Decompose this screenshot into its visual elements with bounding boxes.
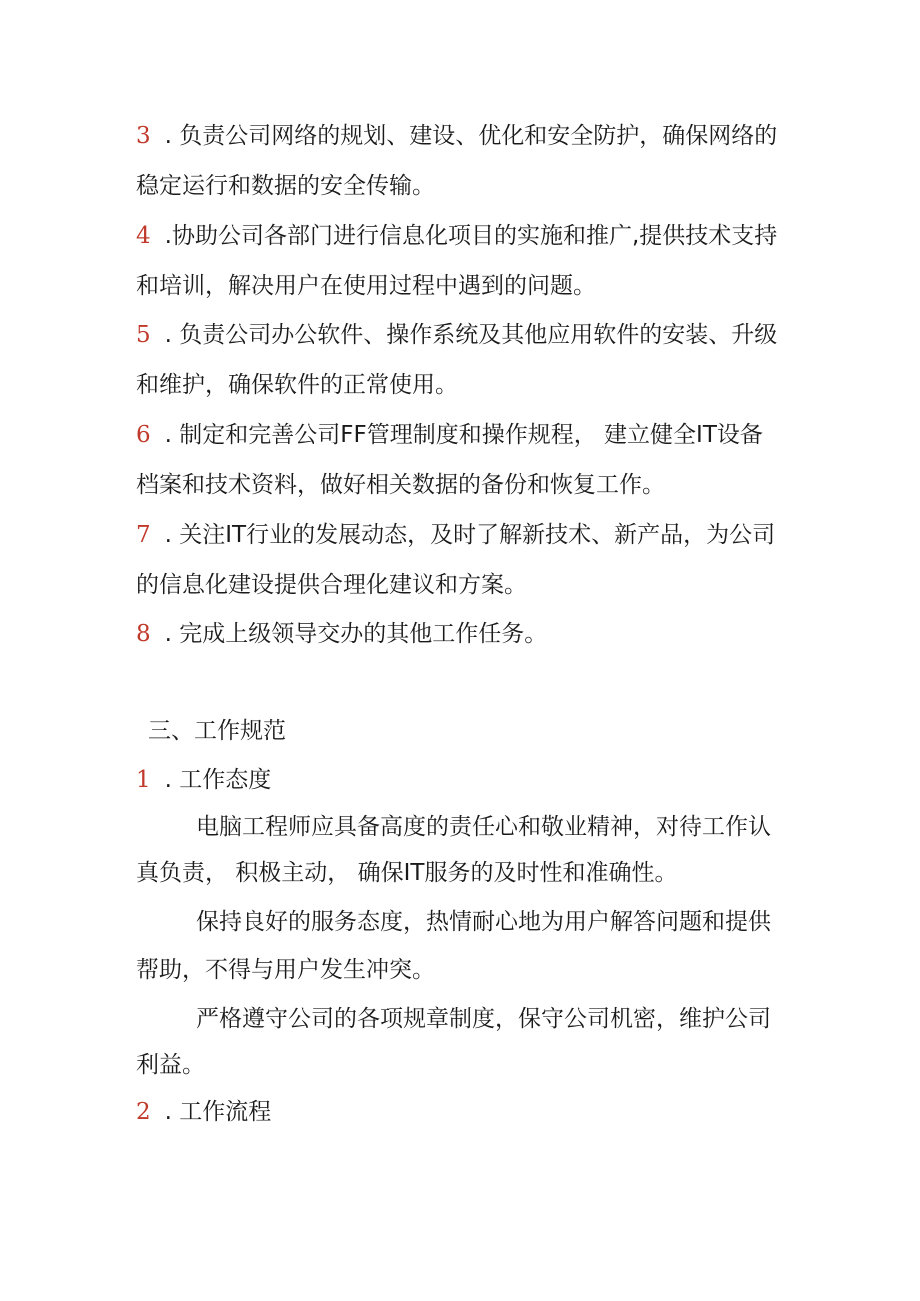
item-text: . 完成上级领导交办的其他工作任务。: [164, 621, 548, 647]
item-text: . 制定和完善公司FF管理制度和操作规程， 建立健全IT设备: [164, 422, 763, 448]
attitude-paragraph-2-line2: 帮助，不得与用户发生冲突。: [136, 957, 435, 983]
duty-item-5-line1: [136, 320, 777, 350]
item-text: . 负责公司网络的规划、建设、优化和安全防护，确保网络的: [164, 123, 778, 149]
subsection-number: 2: [136, 1099, 151, 1125]
duty-item-3-line2: 稳定运行和数据的安全传输。: [136, 173, 435, 199]
item-number: 5: [136, 322, 151, 348]
item-number: 3: [136, 123, 151, 149]
item-text: . 关注IT行业的发展动态，及时了解新技术、新产品，为公司: [164, 522, 776, 548]
subsection-title-text: . 工作流程: [164, 1099, 272, 1125]
item-number: 8: [136, 621, 151, 647]
attitude-paragraph-2-line1: 保持良好的服务态度，热情耐心地为用户解答问题和提供: [196, 909, 771, 935]
item-number: 7: [136, 522, 151, 548]
duty-item-6-line1: [136, 420, 763, 450]
duty-item-7-line1: [136, 520, 775, 550]
duty-item-3-line1: [136, 121, 777, 151]
subsection-number: 1: [136, 767, 151, 793]
attitude-paragraph-1-line2: 真负责， 积极主动， 确保IT服务的及时性和准确性。: [136, 860, 678, 886]
duty-item-4-line2: 和培训，解决用户在使用过程中遇到的问题。: [136, 273, 596, 299]
duty-item-7-line2: 的信息化建设提供合理化建议和方案。: [136, 572, 527, 598]
attitude-paragraph-1-line1: 电脑工程师应具备高度的责任心和敬业精神，对待工作认: [196, 814, 771, 840]
subsection-1-title: [136, 765, 271, 795]
subsection-2-title: [136, 1097, 271, 1127]
duty-item-6-line2: 档案和技术资料，做好相关数据的备份和恢复工作。: [136, 472, 665, 498]
item-text: .协助公司各部门进行信息化项目的实施和推广,提供技术支持: [164, 223, 778, 249]
attitude-paragraph-3-line1: 严格遵守公司的各项规章制度，保守公司机密，维护公司: [196, 1006, 771, 1032]
subsection-title-text: . 工作态度: [164, 767, 272, 793]
duty-item-8-line1: [136, 619, 547, 649]
item-number: 4: [136, 223, 151, 249]
attitude-paragraph-3-line2: 利益。: [136, 1052, 205, 1078]
section-heading: 三、工作规范: [148, 718, 286, 744]
duty-item-4-line1: [136, 221, 777, 251]
item-number: 6: [136, 422, 151, 448]
duty-item-5-line2: 和维护，确保软件的正常使用。: [136, 372, 458, 398]
item-text: . 负责公司办公软件、操作系统及其他应用软件的安装、升级: [164, 322, 778, 348]
